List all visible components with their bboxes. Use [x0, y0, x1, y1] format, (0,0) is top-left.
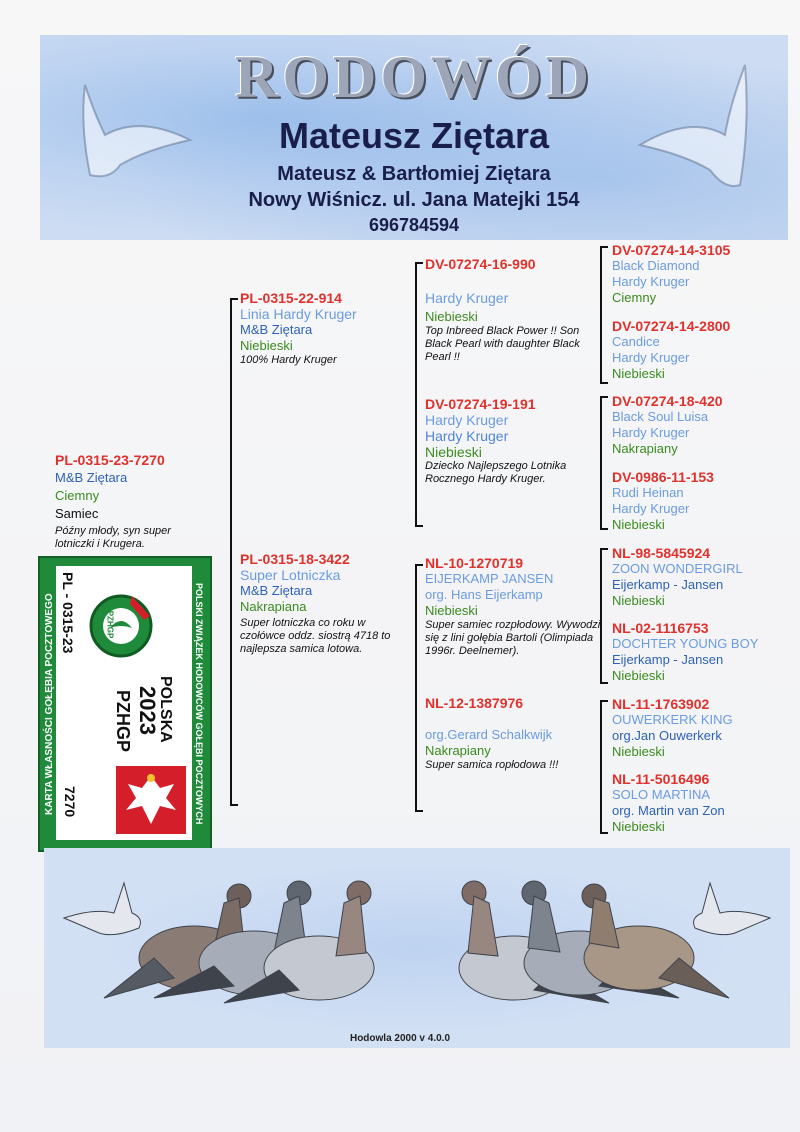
gen3-entry-4: [612, 469, 797, 533]
gen3-entry-8: [612, 771, 797, 835]
card-ring-line1: PL - 0315-23: [60, 572, 76, 654]
gen3-color-2: Niebieski: [612, 366, 665, 381]
subject-color: Ciemny: [55, 488, 100, 503]
gen3-color-5: Niebieski: [612, 593, 665, 608]
mf-breeder: org. Hans Eijerkamp: [425, 587, 543, 602]
gen3-name-4: Rudi Heinan: [612, 485, 684, 500]
card-ring-line2: 7270: [62, 786, 78, 818]
gen3-ring-7: NL-11-1763902: [612, 696, 710, 712]
mm-note: Super samica ropłodowa !!!: [425, 759, 559, 771]
gen3-name-7: OUWERKERK KING: [612, 712, 733, 727]
page-title: RODOWÓD: [235, 44, 593, 110]
gen3-name-8: SOLO MARTINA: [612, 787, 711, 802]
bracket-gen3-3-bottom: [600, 682, 608, 684]
ff-color: Niebieski: [425, 309, 478, 324]
bracket-gen3-3: [600, 548, 602, 684]
gen3-entry-3: [612, 393, 797, 457]
bracket-gen3-4: [600, 700, 602, 834]
gen3-entry-2: [612, 318, 797, 382]
card-badge-country: POLSKA: [157, 676, 174, 743]
bracket-gen3-2-bottom: [600, 528, 608, 530]
gen3-color-6: Niebieski: [612, 668, 665, 683]
mf-ring: NL-10-1270719: [425, 555, 524, 571]
gen3-entry-1: [612, 242, 797, 306]
card-inner: [56, 566, 192, 840]
fm-name: Hardy Kruger: [425, 412, 509, 428]
card-edge-bottom: KARTA WŁASNOŚCI GOŁĘBIA POCZTOWEGO: [44, 593, 55, 815]
software-version: Hodowla 2000 v 4.0.0: [349, 1033, 451, 1044]
gen3-entry-7: [612, 696, 797, 760]
gen3-color-1: Ciemny: [612, 290, 657, 305]
subject-sex: Samiec: [55, 506, 99, 521]
fm-breeder: Hardy Kruger: [425, 428, 509, 444]
bracket-gen3-1-top: [600, 246, 608, 248]
owner-phone: 696784594: [368, 215, 460, 235]
father-entry: [240, 290, 410, 367]
gen3-ring-2: DV-07274-14-2800: [612, 318, 731, 334]
mf-note: Super samiec rozpłodowy. Wywodzi się z lini gołębia Bartoli (Olimpiada 1996r. Deelnemer).: [425, 619, 601, 657]
gen3-breeder-4: Hardy Kruger: [612, 501, 690, 516]
subject-note: Późny młody, syn super lotniczki i Krugera.: [55, 525, 171, 550]
owner-name: Mateusz Ziętara: [278, 115, 550, 156]
gen3-entry-5: [612, 545, 797, 609]
gen3-ring-3: DV-07274-18-420: [612, 393, 723, 409]
card-badge-year: 2023: [135, 686, 160, 735]
owner-address: Nowy Wiśnicz. ul. Jana Matejki 154: [248, 189, 580, 211]
bracket-gen3-3-top: [600, 548, 608, 550]
bracket-gen1: [230, 298, 232, 806]
father-breeder: M&B Ziętara: [240, 322, 313, 337]
card-badge-org: PZHGP: [113, 690, 133, 753]
subject-breeder: M&B Ziętara: [55, 470, 128, 485]
gen3-ring-1: DV-07274-14-3105: [612, 242, 731, 258]
gen3-name-6: DOCHTER YOUNG BOY: [612, 636, 759, 651]
father-note: 100% Hardy Kruger: [240, 354, 337, 366]
pigeons-illustration-icon: [44, 848, 790, 1048]
gen3-color-7: Niebieski: [612, 744, 665, 759]
ownership-card: [38, 556, 212, 852]
bracket-gen1-top: [230, 298, 238, 300]
gen3-ring-8: NL-11-5016496: [612, 771, 710, 787]
bracket-gen2-father-bottom: [415, 525, 423, 527]
mm-color: Nakrapiany: [425, 743, 491, 758]
ff-entry: [425, 256, 605, 364]
gen3-breeder-7: org.Jan Ouwerkerk: [612, 728, 722, 743]
ff-name: Hardy Kruger: [425, 290, 509, 306]
gen3-breeder-8: org. Martin van Zon: [612, 803, 725, 818]
bracket-gen2-mother-bottom: [415, 810, 423, 812]
bracket-gen2-father-top: [415, 262, 423, 264]
mother-ring: PL-0315-18-3422: [240, 551, 350, 567]
pzhgp-logo-icon: [86, 586, 156, 666]
gen3-color-4: Niebieski: [612, 517, 665, 532]
bracket-gen2-father: [415, 262, 417, 527]
father-ring: PL-0315-22-914: [240, 290, 342, 306]
gen3-ring-4: DV-0986-11-153: [612, 469, 714, 485]
subject-ring: PL-0315-23-7270: [55, 452, 165, 468]
bracket-gen3-1: [600, 246, 602, 384]
subject-entry: [55, 452, 215, 551]
bracket-gen3-1-bottom: [600, 382, 608, 384]
father-color: Niebieski: [240, 338, 293, 353]
gen3-entry-6: [612, 620, 797, 684]
fm-ring: DV-07274-19-191: [425, 396, 536, 412]
card-logo-text: PZHGP: [105, 610, 115, 639]
fm-entry: [425, 396, 605, 486]
mother-name: Super Lotniczka: [240, 567, 341, 583]
bracket-gen3-4-top: [600, 700, 608, 702]
card-edge-top: POLSKI ZWIĄZEK HODOWCÓW GOŁĘBI POCZTOWYCH: [194, 583, 204, 825]
mother-entry: [240, 551, 415, 656]
polish-eagle-icon: [116, 766, 186, 834]
gen3-breeder-2: Hardy Kruger: [612, 350, 690, 365]
mf-color: Niebieski: [425, 603, 478, 618]
bracket-gen2-mother-top: [415, 564, 423, 566]
owner-subtitle: Mateusz & Bartłomiej Ziętara: [277, 163, 551, 185]
mf-name: EIJERKAMP JANSEN: [425, 571, 554, 586]
bracket-gen3-2: [600, 396, 602, 530]
gen3-breeder-6: Eijerkamp - Jansen: [612, 652, 724, 667]
gen3-ring-6: NL-02-1116753: [612, 620, 709, 636]
header-banner: [40, 35, 788, 240]
gen3-breeder-3: Hardy Kruger: [612, 425, 690, 440]
mm-ring: NL-12-1387976: [425, 695, 524, 711]
gen3-name-3: Black Soul Luisa: [612, 409, 709, 424]
gen3-color-3: Nakrapiany: [612, 441, 678, 456]
gen3-breeder-5: Eijerkamp - Jansen: [612, 577, 724, 592]
fm-note: Dziecko Najlepszego Lotnika Rocznego Hardy Kruger.: [425, 460, 567, 485]
footer-banner: [44, 848, 790, 1048]
gen3-ring-5: NL-98-5845924: [612, 545, 711, 561]
gen3-name-5: ZOON WONDERGIRL: [612, 561, 743, 576]
mf-entry: [425, 555, 605, 658]
ff-note: Top Inbreed Black Power !! Son Black Pearl with daughter Black Pearl !!: [425, 325, 580, 363]
bracket-gen2-mother: [415, 564, 417, 812]
gen3-breeder-1: Hardy Kruger: [612, 274, 690, 289]
mother-breeder: M&B Ziętara: [240, 583, 313, 598]
fm-color: Niebieski: [425, 444, 482, 460]
bracket-gen3-2-top: [600, 396, 608, 398]
mm-entry: [425, 695, 605, 772]
gen3-color-8: Niebieski: [612, 819, 665, 834]
gen3-name-1: Black Diamond: [612, 258, 700, 273]
mm-breeder: org.Gerard Schalkwijk: [425, 727, 553, 742]
bracket-gen1-bottom: [230, 804, 238, 806]
mother-note: Super lotniczka co roku w czołówce oddz. siostrą 4718 to najlepsza samica lotowa.: [240, 617, 391, 655]
gen3-name-2: Candice: [612, 334, 660, 349]
mother-color: Nakrapiana: [240, 599, 307, 614]
ff-ring: DV-07274-16-990: [425, 256, 536, 272]
bracket-gen3-4-bottom: [600, 832, 608, 834]
father-name: Linia Hardy Kruger: [240, 306, 357, 322]
